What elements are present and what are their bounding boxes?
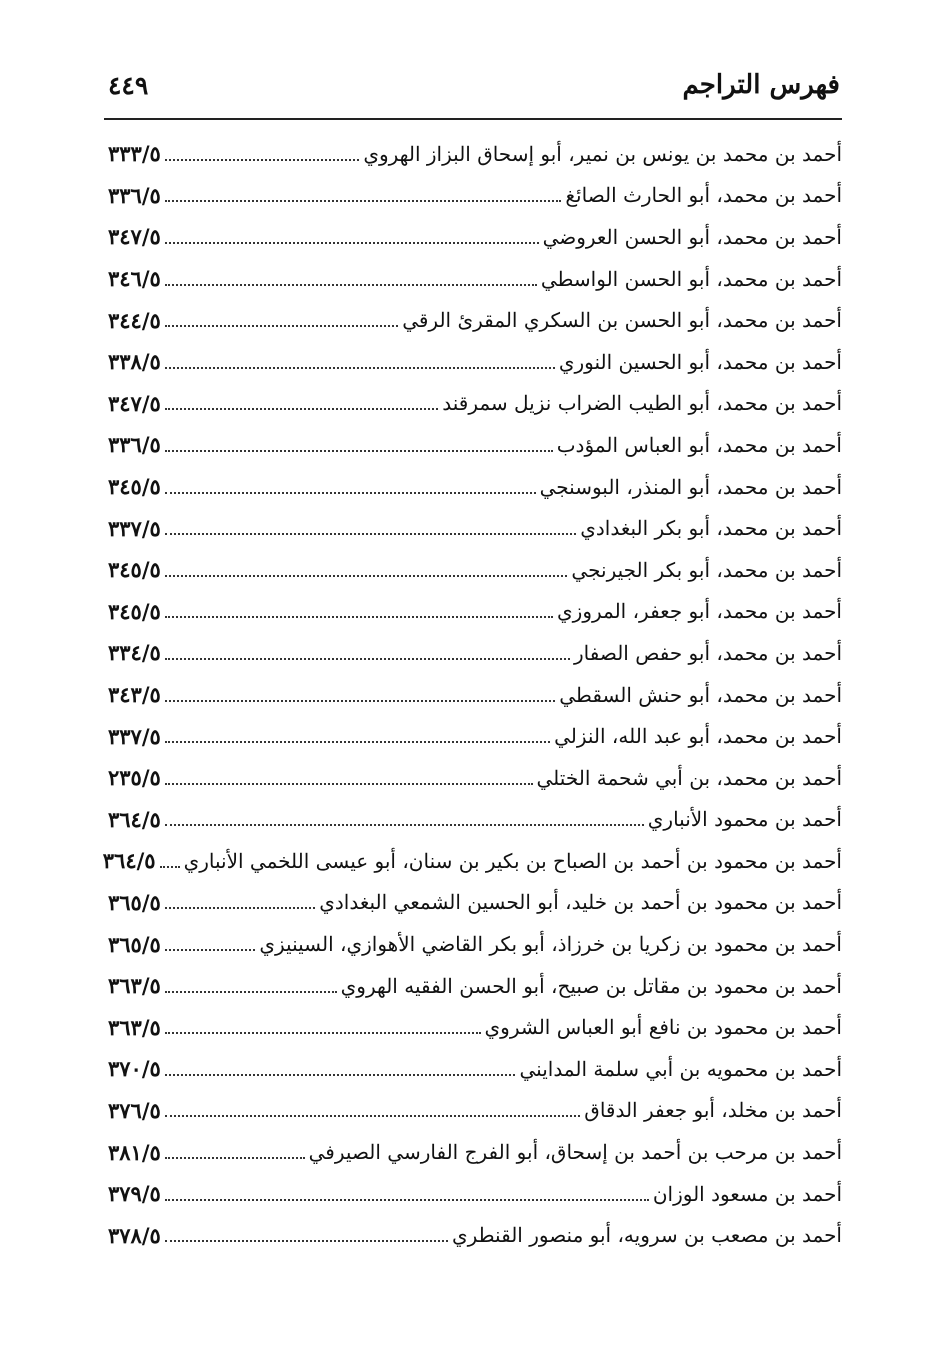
index-entry — [108, 1173, 842, 1215]
entry-name: أحمد بن محمد، أبو بكر البغدادي — [580, 516, 842, 541]
dot-leader — [165, 242, 539, 244]
dot-leader — [165, 824, 644, 826]
entry-name: أحمد بن محمد، أبو بكر الجيرنجي — [571, 557, 842, 582]
entry-name: أحمد بن محمد، أبو عبد الله، النزلي — [554, 724, 842, 749]
entry-name: أحمد بن محمد، أبو الحسن العروضي — [542, 224, 842, 249]
entry-volume-page: ٣٤٥/٥ — [108, 474, 161, 500]
index-entry — [108, 341, 842, 383]
dot-leader — [165, 949, 256, 951]
dot-leader — [165, 450, 553, 452]
page-header — [108, 60, 840, 110]
entry-volume-page: ٢٣٥/٥ — [108, 765, 161, 791]
entry-volume-page: ٣٣٣/٥ — [108, 141, 161, 167]
index-entry — [108, 923, 842, 965]
dot-leader — [165, 783, 533, 785]
entry-name: أحمد بن محمد، أبو الحسن بن السكري المقرئ الرقي — [402, 308, 842, 333]
entry-volume-page: ٣٦٣/٥ — [108, 1014, 161, 1040]
index-entry — [108, 1214, 842, 1256]
dot-leader — [165, 1115, 581, 1117]
dot-leader — [165, 658, 570, 660]
entry-name: أحمد بن محمد بن يونس بن نمير، أبو إسحاق البزاز الهروي — [363, 141, 842, 166]
entry-volume-page: ٣٧٠/٥ — [108, 1056, 161, 1082]
entry-name: أحمد بن محمود الأنباري — [647, 807, 842, 832]
index-entry — [108, 133, 842, 175]
dot-leader — [165, 616, 553, 618]
index-entry — [108, 799, 842, 841]
dot-leader — [165, 1032, 481, 1034]
entry-name: أحمد بن محمد، بن أبي شحمة الختلي — [536, 765, 842, 790]
entry-name: أحمد بن مصعب بن سرويه، أبو منصور القنطري — [451, 1223, 842, 1248]
dot-leader — [165, 284, 537, 286]
dot-leader — [165, 1157, 305, 1159]
page-number: ٤٤٩ — [108, 70, 149, 100]
dot-leader — [165, 991, 337, 993]
entry-volume-page: ٣٣٧/٥ — [108, 723, 161, 749]
index-entry — [108, 1090, 842, 1132]
entry-name: أحمد بن محمود بن مقاتل بن صبيح، أبو الحسن الفقيه الهروي — [340, 973, 842, 998]
entry-name: أحمد بن محمد، أبو الحسين النوري — [558, 349, 842, 374]
entry-volume-page: ٣٤٥/٥ — [108, 557, 161, 583]
entry-name: أحمد بن مرحب بن أحمد بن إسحاق، أبو الفرج الفارسي الصيرفي — [308, 1140, 842, 1165]
index-entry — [108, 1131, 842, 1173]
entry-name: أحمد بن محمد، أبو الحارث الصائغ — [565, 183, 842, 208]
running-title: فهرس التراجم — [682, 70, 840, 100]
dot-leader — [165, 1199, 649, 1201]
index-entry — [108, 715, 842, 757]
entry-name: أحمد بن محمد، أبو حنش السقطي — [559, 682, 842, 707]
dot-leader — [165, 741, 550, 743]
entry-volume-page: ٣٤٧/٥ — [108, 224, 161, 250]
entry-name: أحمد بن محمد، أبو جعفر، المروزي — [557, 599, 842, 624]
dot-leader — [165, 533, 576, 535]
entry-volume-page: ٣٣٨/٥ — [108, 349, 161, 375]
entry-volume-page: ٣٦٤/٥ — [102, 848, 156, 874]
entry-name: أحمد بن محمد، أبو الطيب الضراب نزيل سمرقند — [442, 391, 842, 416]
entry-volume-page: ٣٨١/٥ — [108, 1139, 161, 1165]
entry-name: أحمد بن محمد، أبو المنذر، البوسنجي — [539, 474, 842, 499]
entry-name: أحمد بن محمود بن زكريا بن خرزاذ، أبو بكر القاضي الأهوازي، السينيزي — [259, 932, 842, 957]
index-entry — [102, 840, 842, 882]
entry-name: أحمد بن محمد، أبو الحسن الواسطي — [540, 266, 842, 291]
entry-volume-page: ٣٦٥/٥ — [108, 931, 161, 957]
entry-name: أحمد بن محمود بن أحمد بن خليد، أبو الحسين الشمعي البغدادي — [319, 890, 842, 915]
index-entry — [108, 674, 842, 716]
entry-volume-page: ٣٦٥/٥ — [108, 889, 161, 915]
header-rule — [104, 118, 842, 120]
entry-volume-page: ٣٤٧/٥ — [108, 390, 161, 416]
entry-name: أحمد بن محمويه بن أبي سلمة المدايني — [519, 1056, 842, 1081]
dot-leader — [165, 200, 562, 202]
dot-leader — [165, 408, 438, 410]
entry-volume-page: ٣٦٤/٥ — [108, 806, 161, 832]
entry-volume-page: ٣٤٦/٥ — [108, 266, 161, 292]
index-entry — [108, 507, 842, 549]
entry-volume-page: ٣٣٧/٥ — [108, 515, 161, 541]
index-entry — [108, 175, 842, 217]
index-entry — [108, 882, 842, 924]
dot-leader — [165, 159, 360, 161]
entry-volume-page: ٣٣٦/٥ — [108, 432, 161, 458]
index-entry — [108, 216, 842, 258]
entry-volume-page: ٣٤٥/٥ — [108, 598, 161, 624]
entry-name: أحمد بن محمد، أبو العباس المؤدب — [556, 432, 842, 457]
entry-name: أحمد بن مسعود الوزان — [652, 1181, 842, 1206]
entry-volume-page: ٣٣٤/٥ — [108, 640, 161, 666]
dot-leader — [165, 367, 555, 369]
index-entry — [108, 591, 842, 633]
index-entry — [108, 757, 842, 799]
index-entry — [108, 299, 842, 341]
entry-name: أحمد بن مخلد، أبو جعفر الدقاق — [584, 1098, 842, 1123]
dot-leader — [165, 325, 398, 327]
index-entry — [108, 965, 842, 1007]
index-entry — [108, 1048, 842, 1090]
entry-volume-page: ٣٦٣/٥ — [108, 973, 161, 999]
entry-volume-page: ٣٣٦/٥ — [108, 182, 161, 208]
entry-name: أحمد بن محمود بن أحمد بن الصباح بن بكير بن سنان، أبو عيسى اللخمي الأنباري — [183, 848, 842, 873]
dot-leader — [165, 700, 555, 702]
entry-volume-page: ٣٤٣/٥ — [108, 682, 161, 708]
entry-name: أحمد بن محمد، أبو حفص الصفار — [574, 640, 842, 665]
biography-index-list — [102, 133, 842, 1256]
dot-leader — [160, 866, 180, 868]
dot-leader — [165, 1240, 448, 1242]
index-entry — [108, 549, 842, 591]
entry-name: أحمد بن محمود بن نافع أبو العباس الشروي — [484, 1015, 842, 1040]
dot-leader — [165, 907, 315, 909]
dot-leader — [165, 575, 568, 577]
entry-volume-page: ٣٧٨/٥ — [108, 1222, 161, 1248]
dot-leader — [165, 492, 536, 494]
index-entry — [108, 258, 842, 300]
entry-volume-page: ٣٤٤/٥ — [108, 307, 161, 333]
entry-volume-page: ٣٧٩/٥ — [108, 1181, 161, 1207]
index-entry — [108, 424, 842, 466]
index-entry — [108, 466, 842, 508]
entry-volume-page: ٣٧٦/٥ — [108, 1097, 161, 1123]
index-entry — [108, 1006, 842, 1048]
dot-leader — [165, 1074, 516, 1076]
index-entry — [108, 632, 842, 674]
index-entry — [108, 383, 842, 425]
